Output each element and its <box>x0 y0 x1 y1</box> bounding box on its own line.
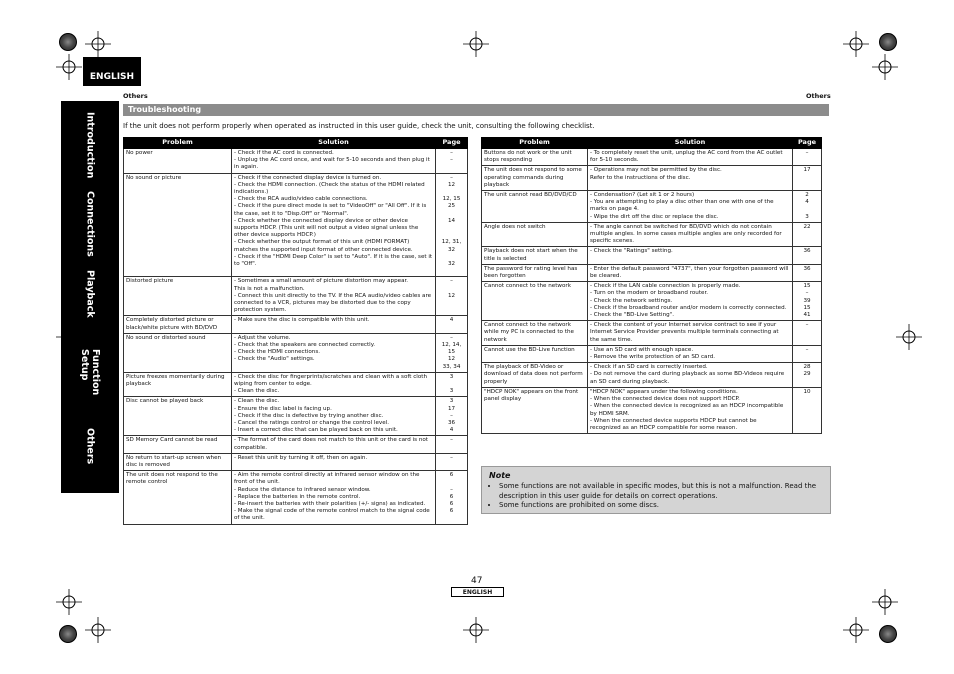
page-ref: 39 <box>803 297 811 304</box>
note-item: • Some functions are prohibited on some discs. <box>499 501 823 511</box>
page-ref: – <box>450 454 453 461</box>
solution-line: wiping from center to edge. <box>234 381 312 387</box>
language-tab-label: ENGLISH <box>89 72 135 82</box>
table-row <box>482 222 822 247</box>
page-cell <box>793 264 822 281</box>
problem-cell: Playback does not start when the title is selected <box>482 247 588 264</box>
page-ref: 4 <box>449 427 454 434</box>
solution-line: - Check if the disc is defective by trying another disc. <box>234 412 384 419</box>
page-ref: – <box>450 278 453 285</box>
problem-cell: Cannot use the BD-Live function <box>482 345 588 362</box>
solution-cell <box>232 436 436 453</box>
solution-line: protection system. <box>234 307 287 314</box>
problem-cell: The unit does not respond to some operating commands during playback <box>482 166 588 191</box>
solution-cell <box>232 471 436 524</box>
solution-line: - Replace the batteries in the remote control. <box>234 493 361 500</box>
page-cell <box>793 345 822 362</box>
page-ref <box>795 425 819 432</box>
solution-cell <box>588 387 793 433</box>
note-box <box>481 466 831 514</box>
page-ref: 15 <box>803 304 811 311</box>
solution-cell <box>232 397 436 436</box>
page-ref <box>795 231 819 238</box>
solution-cell <box>588 222 793 247</box>
solution-line: - Check the network settings. <box>590 297 673 304</box>
solution-line: for 5-10 seconds. <box>590 157 639 164</box>
solution-cell <box>232 149 436 174</box>
registration-dot-top-right <box>879 33 897 51</box>
page-ref <box>795 403 819 410</box>
page-ref: 12 <box>447 292 456 299</box>
solution-line: - Check the "Ratings" setting. <box>590 248 673 255</box>
page-ref <box>795 337 819 344</box>
page-ref <box>795 175 819 182</box>
section-title-bar <box>123 104 829 116</box>
solution-line: front of the unit. <box>234 479 280 486</box>
page-cell <box>436 277 468 316</box>
problem-cell: "HDCP NOK" appears on the front panel display <box>482 387 588 433</box>
solution-line: - Re-insert the batteries with their polarities (+/- signs) as indicated. <box>234 501 426 508</box>
solution-cell <box>232 372 436 397</box>
page-ref: 17 <box>803 167 811 174</box>
page-ref: 36 <box>447 420 456 427</box>
table-row <box>124 333 468 372</box>
solution-line: of the unit. <box>234 515 265 522</box>
note-list <box>489 482 823 511</box>
page-ref: – <box>450 437 453 444</box>
troubleshooting-table-left <box>123 137 468 525</box>
page-ref: 6 <box>449 472 454 479</box>
page-cell <box>436 471 468 524</box>
page-number: 47 <box>471 576 483 586</box>
solution-line: - When the connected device is recognized as an HDCP incompatible <box>590 403 784 410</box>
page-cell <box>436 372 468 397</box>
page-ref: 3 <box>449 398 454 405</box>
solution-line: - Aim the remote control directly at infrared sensor window on the <box>234 472 420 479</box>
nav-tab-label: Connections <box>84 191 96 257</box>
crosshair-icon <box>872 54 898 80</box>
table-row <box>482 247 822 264</box>
solution-line: - Check the "Audio" settings. <box>234 356 315 363</box>
nav-tab-connections[interactable] <box>61 180 119 259</box>
table-row <box>482 345 822 362</box>
intro-text: If the unit does not perform properly when operated as instructed in this user guide, check the unit, consulting the following checklist. <box>123 122 595 130</box>
solution-cell <box>232 453 436 470</box>
table-row <box>124 397 468 436</box>
page-ref: 36 <box>803 248 811 255</box>
solution-line: - Remove the write protection of an SD card. <box>590 354 716 361</box>
note-title: Note <box>489 471 511 480</box>
solution-line: - Enter the default password "4737", then your forgotten password will <box>590 265 789 272</box>
page-cell <box>793 321 822 346</box>
solution-line: - To completely reset the unit, unplug the AC cord from the AC outlet <box>590 150 783 156</box>
page-ref: – <box>805 346 809 353</box>
page-ref: – <box>450 174 453 181</box>
solution-line: - Check if the pure direct mode is set to "VideoOff" or "All Off". If it is <box>234 203 427 210</box>
problem-cell: Distorted picture <box>124 277 232 316</box>
page-ref <box>795 238 819 245</box>
table-row <box>482 282 822 321</box>
page-ref: 4 <box>805 199 809 206</box>
solution-cell <box>588 191 793 223</box>
solution-line: - When the connected device does not support HDCP. <box>590 396 740 403</box>
table-row <box>482 264 822 281</box>
solution-line: the case, set it to "Disp.Off" or "Normal". <box>234 210 349 217</box>
problem-cell: No sound or picture <box>124 173 232 277</box>
page-cell <box>436 453 468 470</box>
section-title: Troubleshooting <box>128 105 202 114</box>
page-cell <box>793 166 822 191</box>
solution-line: - The format of the card does not match to this unit or the card is not <box>234 437 428 444</box>
page-ref: 17 <box>447 405 456 412</box>
page-ref <box>438 445 465 452</box>
nav-tab-label: Others <box>84 428 96 465</box>
solution-line: Internet Service Provider prevents multiple terminals connecting at <box>590 329 779 336</box>
problem-cell: No return to start-up screen when disc is removed <box>124 453 232 470</box>
page-ref: – <box>805 150 809 156</box>
solution-line: Refer to the instructions of the disc. <box>590 174 691 181</box>
page-ref: 3 <box>449 388 454 395</box>
page-ref: 33, 34 <box>442 363 461 370</box>
solution-cell <box>588 321 793 346</box>
page-cell <box>793 222 822 247</box>
solution-line: - Make sure the disc is compatible with this unit. <box>234 317 370 324</box>
column-header-page: Page <box>436 138 468 149</box>
table-row <box>124 471 468 524</box>
solution-line: - Reduce the distance to infrared sensor window. <box>234 486 371 493</box>
solution-line: "HDCP NOK" appears under the following conditions. <box>590 388 738 395</box>
solution-line: - Check that the speakers are connected correctly. <box>234 341 376 348</box>
page-ref <box>438 232 465 239</box>
crosshair-icon <box>843 31 869 57</box>
page-ref: – <box>450 334 453 341</box>
crosshair-icon <box>843 617 869 643</box>
problem-cell: Buttons do not work or the unit stops responding <box>482 149 588 166</box>
page-cell <box>793 149 822 166</box>
page-ref: 6 <box>449 501 454 508</box>
page-ref: – <box>450 412 453 419</box>
problem-cell: Angle does not switch <box>482 222 588 247</box>
solution-line: - Connect this unit directly to the TV. If the RCA audio/video cables are <box>234 292 432 299</box>
solution-line: matches the supported input format of other connected device. <box>234 246 413 253</box>
solution-line: - Wipe the dirt off the disc or replace the disc. <box>590 213 719 220</box>
problem-cell: Completely distorted picture or black/white picture with BD/DVD <box>124 316 232 333</box>
solution-line: supports HDCP. (This unit will not output a video signal unless the <box>234 225 419 232</box>
table-row <box>482 166 822 191</box>
registration-dot-top-left <box>59 33 77 51</box>
solution-cell <box>588 247 793 264</box>
page-ref <box>438 189 465 196</box>
crosshair-icon <box>56 54 82 80</box>
nav-tab-label: Function Setup <box>79 349 101 396</box>
crosshair-icon <box>896 324 922 350</box>
page-ref <box>438 268 465 275</box>
solution-line: - Check the RCA audio/video cable connections. <box>234 196 368 203</box>
solution-line: - Check if the connected display device is turned on. <box>234 174 382 181</box>
solution-line: - You are attempting to play a disc other than one with one of the <box>590 199 774 206</box>
solution-line: the same time. <box>590 336 633 343</box>
solution-line: - Clean the disc. <box>234 388 280 395</box>
column-header-problem: Problem <box>124 138 232 149</box>
note-item: • Some functions are not available in specific modes, but this is not a malfunction. Read the description in this user guide for details on correct operations. <box>499 482 823 501</box>
page-ref <box>795 329 819 336</box>
solution-line: This is not a malfunction. <box>234 285 305 292</box>
solution-cell <box>232 316 436 333</box>
table-row <box>124 372 468 397</box>
problem-cell: The unit does not respond to the remote control <box>124 471 232 524</box>
solution-line: - Check whether the connected display device or other device <box>234 217 408 224</box>
registration-dot-bottom-left <box>59 625 77 643</box>
nav-tab-function-setup[interactable] <box>61 338 119 417</box>
solution-line: recognized as an HDCP compatible for some reason. <box>590 424 738 431</box>
page-ref <box>438 381 465 388</box>
table-row <box>482 149 822 166</box>
solution-line: - Use an SD card with enough space. <box>590 346 694 353</box>
page-ref <box>438 286 465 293</box>
column-header-solution: Solution <box>232 138 436 149</box>
solution-line: multiple angles. In some cases multiple angles are only recorded for <box>590 231 782 238</box>
solution-line: - Insert a correct disc that can be played back on this unit. <box>234 427 398 434</box>
page-ref: 12, 31, 32 <box>441 239 462 253</box>
page-ref: 15 <box>803 283 811 290</box>
solution-line: - Turn on the modem or broadband router. <box>590 290 709 297</box>
solution-line: - Unplug the AC cord once, and wait for 5-10 seconds and then plug it <box>234 157 430 164</box>
page-ref: 28 <box>803 364 811 371</box>
page-cell <box>436 436 468 453</box>
page-ref <box>438 479 465 486</box>
solution-line: - Check the HDMI connection. (Check the status of the HDMI related <box>234 181 425 188</box>
column-header-page: Page <box>793 138 822 149</box>
table-row <box>482 363 822 388</box>
language-tab <box>83 57 141 86</box>
page-ref: 12, 15 <box>442 196 461 203</box>
solution-cell <box>232 333 436 372</box>
page-ref: 12, 14, 15 <box>441 341 462 356</box>
solution-cell <box>588 264 793 281</box>
page-ref: 6 <box>449 493 454 500</box>
crosshair-icon <box>463 31 489 57</box>
solution-line: an SD card during playback. <box>590 378 670 385</box>
solution-line: - Check if the broadband router and/or modem is correctly connected. <box>590 304 787 311</box>
solution-line: - Sometimes a small amount of picture distortion may appear. <box>234 278 409 285</box>
solution-line: to "Off". <box>234 261 257 268</box>
solution-line: - Check the content of your Internet service contract to see if your <box>590 322 777 329</box>
page-ref: 32 <box>447 260 456 267</box>
table-row <box>124 277 468 316</box>
troubleshooting-table-right <box>481 137 822 434</box>
table-row <box>124 173 468 277</box>
solution-line: - Check the disc for fingerprints/scratches and clean with a soft cloth <box>234 373 427 380</box>
page-ref <box>438 300 465 307</box>
registration-dot-bottom-right <box>879 625 897 643</box>
solution-line: - Check if the LAN cable connection is properly made. <box>590 283 741 290</box>
page-cell <box>793 247 822 264</box>
page-ref <box>795 379 819 386</box>
page-ref <box>795 273 819 280</box>
problem-cell: Picture freezes momentarily during playback <box>124 372 232 397</box>
solution-line: - Check the HDMI connections. <box>234 349 321 356</box>
crosshair-icon <box>85 31 111 57</box>
solution-cell <box>588 149 793 166</box>
page-cell <box>436 397 468 436</box>
problem-cell: No sound or distorted sound <box>124 333 232 372</box>
solution-line: - When the connected device supports HDCP but cannot be <box>590 417 757 424</box>
side-navigation <box>61 101 119 493</box>
page-cell <box>793 191 822 223</box>
solution-line: - The angle cannot be switched for BD/DVD which do not contain <box>590 223 772 230</box>
page-ref: 10 <box>803 388 811 395</box>
page-ref: 22 <box>803 223 811 230</box>
page-ref: 3 <box>805 213 809 220</box>
page-ref <box>795 354 819 361</box>
page-ref: 3 <box>449 373 454 380</box>
page-ref: – <box>450 157 453 164</box>
table-row <box>124 316 468 333</box>
solution-line: - Operations may not be permitted by the disc. <box>590 167 722 174</box>
page-ref: 36 <box>803 265 811 272</box>
solution-line: - Check if the AC cord is connected. <box>234 150 334 156</box>
page-language-label: ENGLISH <box>451 587 504 597</box>
page-ref: 41 <box>803 312 811 319</box>
page-ref <box>795 157 819 164</box>
solution-line: - Condensation? (Let sit 1 or 2 hours) <box>590 192 695 199</box>
page-ref: 12 <box>447 356 456 363</box>
solution-line: - Adjust the volume. <box>234 334 291 341</box>
page-ref <box>795 396 819 403</box>
table-row <box>124 149 468 174</box>
solution-cell <box>588 363 793 388</box>
solution-line: indications.) <box>234 189 269 196</box>
solution-line: - Ensure the disc label is facing up. <box>234 405 332 412</box>
page-ref <box>795 206 819 213</box>
solution-line: - Check whether the output format of this unit (HDMI FORMAT) <box>234 239 410 246</box>
solution-line: be cleared. <box>590 273 622 280</box>
solution-cell <box>588 345 793 362</box>
page-ref <box>438 164 465 171</box>
page-ref <box>438 515 465 522</box>
solution-line: - Check if an SD card is correctly inserted. <box>590 364 708 371</box>
section-label-right: Others <box>806 92 831 100</box>
page-cell <box>793 387 822 433</box>
table-row <box>482 321 822 346</box>
page-cell <box>436 316 468 333</box>
page-cell <box>436 333 468 372</box>
page-ref: 4 <box>449 317 454 324</box>
page-ref <box>438 307 465 314</box>
section-label-left: Others <box>123 92 148 100</box>
solution-line: connected to a VCR, pictures may be distorted due to the copy <box>234 299 411 306</box>
solution-line: marks on page 4. <box>590 206 639 213</box>
solution-line: - Check if the "HDMI Deep Color" is set to "Auto". If it is the case, set it <box>234 253 433 260</box>
problem-cell: SD Memory Card cannot be read <box>124 436 232 453</box>
page-ref <box>438 254 465 261</box>
problem-cell: Cannot connect to the network while my PC is connected to the network <box>482 321 588 346</box>
crosshair-icon <box>463 617 489 643</box>
column-header-problem: Problem <box>482 138 588 149</box>
page-ref <box>795 418 819 425</box>
page-ref <box>438 211 465 218</box>
page-ref <box>795 410 819 417</box>
page-ref: 25 <box>447 203 456 210</box>
page-cell <box>436 149 468 174</box>
crosshair-icon <box>56 589 82 615</box>
crosshair-icon <box>872 589 898 615</box>
solution-cell <box>232 173 436 277</box>
problem-cell: The unit cannot read BD/DVD/CD <box>482 191 588 223</box>
nav-tab-introduction[interactable] <box>61 101 119 180</box>
solution-line: - Clean the disc. <box>234 398 280 405</box>
crosshair-icon <box>85 617 111 643</box>
solution-cell <box>232 277 436 316</box>
nav-tab-label: Introduction <box>84 112 96 179</box>
page-ref: 12 <box>447 181 456 188</box>
page-cell <box>793 282 822 321</box>
solution-line: - Do not remove the card during playback as some BD-Videos require <box>590 371 785 378</box>
page-ref: – <box>450 150 453 156</box>
problem-cell: Cannot connect to the network <box>482 282 588 321</box>
table-row <box>124 436 468 453</box>
problem-cell: The playback of BD-Video or download of data does not perform properly <box>482 363 588 388</box>
problem-cell: No power <box>124 149 232 174</box>
solution-line: by HDMI SRM. <box>590 410 630 417</box>
page-ref <box>438 225 465 232</box>
column-header-solution: Solution <box>588 138 793 149</box>
solution-line: - Cancel the ratings control or change the control level. <box>234 420 389 427</box>
page-ref: – <box>805 290 809 297</box>
nav-tab-playback[interactable] <box>61 259 119 338</box>
table-row <box>124 453 468 470</box>
solution-line: - Reset this unit by turning it off, then on again. <box>234 454 368 461</box>
solution-line: in again. <box>234 164 259 171</box>
solution-cell <box>588 166 793 191</box>
solution-line: compatible. <box>234 444 267 451</box>
table-row <box>482 191 822 223</box>
solution-cell <box>588 282 793 321</box>
page-cell <box>793 363 822 388</box>
page-ref: 29 <box>803 371 811 378</box>
problem-cell: Disc cannot be played back <box>124 397 232 436</box>
solution-line: - Make the signal code of the remote control match to the signal code <box>234 508 430 515</box>
page-ref: – <box>450 486 453 493</box>
page-ref: 14 <box>447 217 456 224</box>
page-ref: – <box>805 322 809 329</box>
page-ref: 2 <box>805 192 809 199</box>
nav-tab-others[interactable] <box>61 417 119 493</box>
solution-line: - Check the "BD-Live Setting". <box>590 312 675 319</box>
problem-cell: The password for rating level has been forgotten <box>482 264 588 281</box>
table-row <box>482 387 822 433</box>
page-cell <box>436 173 468 277</box>
page-ref: 6 <box>449 508 454 515</box>
solution-line: specific scenes. <box>590 238 635 245</box>
solution-line: other device supports HDCP.) <box>234 232 316 239</box>
nav-tab-label: Playback <box>84 270 96 318</box>
